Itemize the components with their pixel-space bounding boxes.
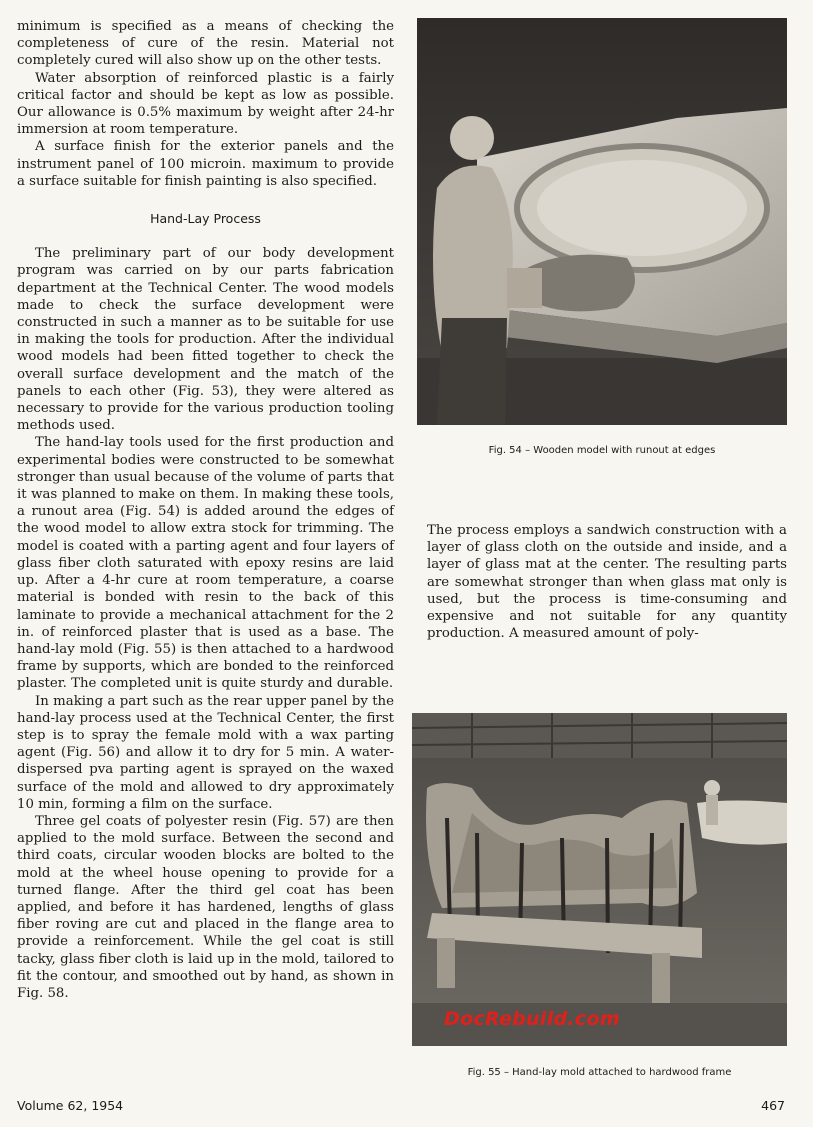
left-text-column [17,18,394,1002]
figure-55-caption: Fig. 55 – Hand-lay mold attached to hardwood frame [467,1067,732,1078]
figure-54-caption: Fig. 54 – Wooden model with runout at edges [488,445,716,456]
paragraph: minimum is specified as a means of checking the completeness of cure of the resin. Material not completely cured will also show up on the other tests. [17,19,394,69]
paragraph: A surface finish for the exterior panels and the instrument panel of 100 microin. maximum to provide a surface suitable for finish painting is also specified. [17,139,394,189]
paragraph: Three gel coats of polyester resin (Fig. 57) are then applied to the mold surface. Between the second and third coats, circular wooden blocks are bolted to the mold at the wheel house opening to provide for a turned flange. After the third gel coat has been applied, and before it has hardened, lengths of glass fiber roving are cut and placed in the flange area to provide a reinforcement. While the gel coat is still tacky, glass fiber cloth is laid up in the mold, tailored to fit the contour, and smoothed out by hand, as shown in Fig. 58. [17,813,394,1001]
figure-55-photo [412,713,787,1046]
paragraph: In making a part such as the rear upper panel by the hand-lay process used at the Technical Center, the first step is to spray the female mold with a wax parting agent (Fig. 56) and allow it to dry for 5 min. A water-dispersed pva parting agent is sprayed on the waxed surface of the mold and allowed to dry approximately 10 min, forming a film on the surface. [17,693,394,812]
right-text-column [427,522,787,642]
figure-54-photo [417,18,787,425]
paragraph: The hand-lay tools used for the first production and experimental bodies were constructed to be somewhat stronger than usual because of the volume of parts that it was planned to make on them. In making these tools, a runout area (Fig. 54) is added around the edges of the wood model to allow extra stock for trimming. The model is coated with a parting agent and four layers of glass fiber cloth saturated with epoxy resins are laid up. After a 4-hr cure at room temperature, a coarse material is bonded with resin to the back of this laminate to provide a mechanical attachment for the 2 in. of reinforced plaster that is used as a base. The hand-lay mold (Fig. 55) is then attached to a hardwood frame by supports, which are bonded to the reinforced plaster. The completed unit is quite sturdy and durable. [17,435,394,692]
paragraph: Water absorption of reinforced plastic is a fairly critical factor and should be kept as low as possible. Our allowance is 0.5% maximum by weight after 24-hr immersion at room temperature. [17,70,394,138]
section-heading: Hand-Lay Process [150,211,261,227]
watermark-text: DocRebuild.com [444,1008,620,1030]
paragraph: The preliminary part of our body development program was carried on by our parts fabrication department at the Technical Center. The wood models made to check the surface development were constructed in such a manner as to be suitable for use in making the tools for production. After the individual wood models had been fitted together to check the overall surface development and the match of the panels to each other (Fig. 53), they were altered as necessary to provide for the various production tooling methods used. [17,246,394,434]
page-number: 467 [761,1098,785,1113]
paragraph: The process employs a sandwich construction with a layer of glass cloth on the outside and inside, and a layer of glass mat at the center. The resulting parts are somewhat stronger than when glass mat only is used, but the process is time-consuming and expensive and not suitable for any quantity production. A measured amount of poly- [427,523,787,642]
journal-footer: Volume 62, 1954 [17,1098,124,1113]
